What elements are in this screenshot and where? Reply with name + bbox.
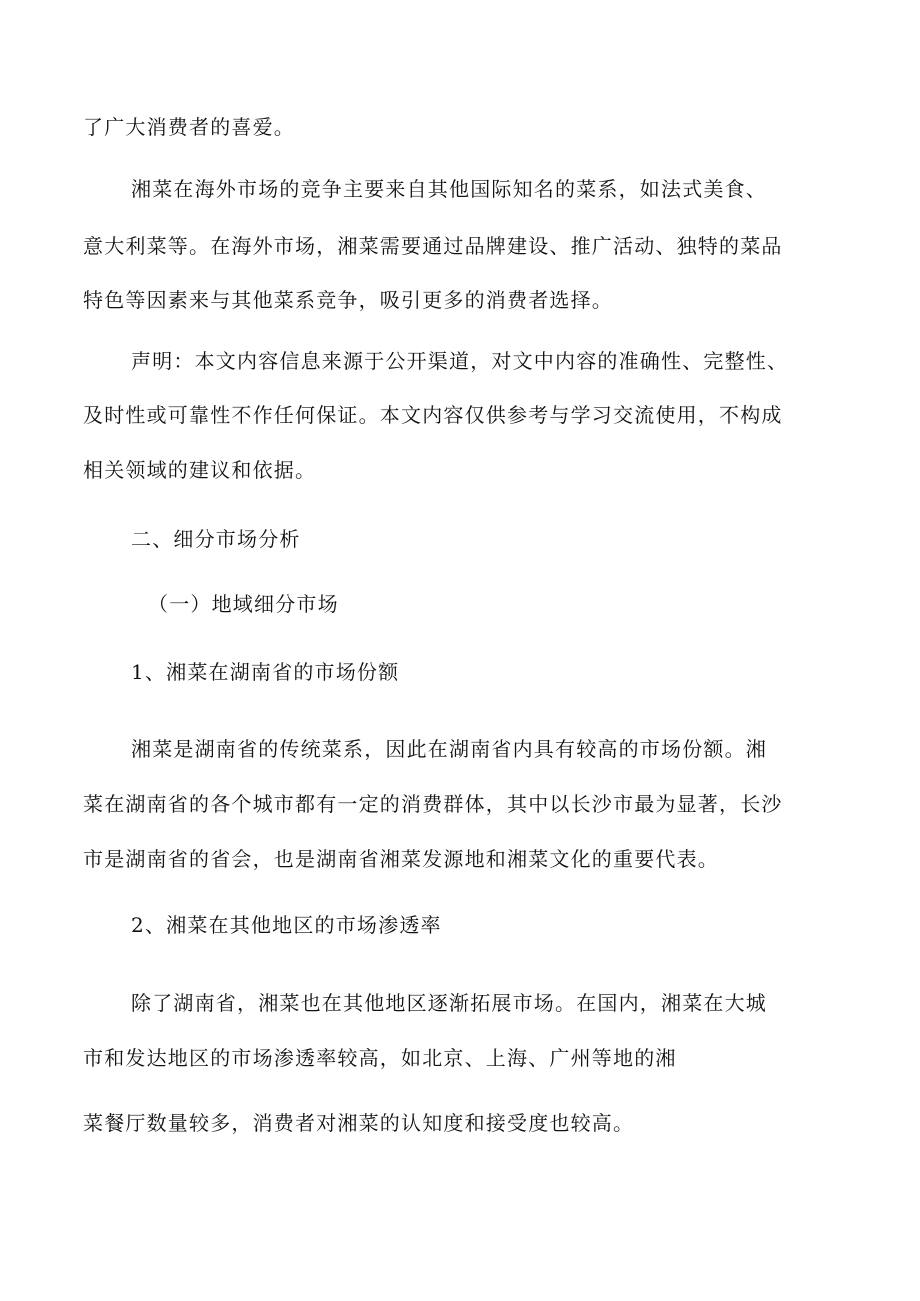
paragraph-line: 了广大消费者的喜爱。 [83, 115, 295, 139]
paragraph-line: 市是湖南省的省会，也是湖南省湘菜发源地和湘菜文化的重要代表。 [83, 847, 719, 871]
item-heading: 1、湘菜在湖南省的市场份额 [131, 660, 400, 684]
subsection-heading: （一）地域细分市场 [148, 592, 339, 616]
paragraph-line: 湘菜在海外市场的竞争主要来自其他国际知名的菜系，如法式美食、 [131, 177, 767, 201]
paragraph-line: 湘菜是湖南省的传统菜系，因此在湖南省内具有较高的市场份额。湘 [131, 737, 767, 761]
section-heading: 二、细分市场分析 [131, 527, 301, 551]
item-heading: 2、湘菜在其他地区的市场渗透率 [131, 913, 442, 937]
paragraph-line: 特色等因素来与其他菜系竞争，吸引更多的消费者选择。 [83, 288, 613, 312]
paragraph-line: 除了湖南省，湘菜也在其他地区逐渐拓展市场。在国内，湘菜在大城 [131, 991, 767, 1015]
paragraph-line: 菜在湖南省的各个城市都有一定的消费群体，其中以长沙市最为显著，长沙 [83, 792, 783, 816]
paragraph-line: 菜餐厅数量较多，消费者对湘菜的认知度和接受度也较高。 [83, 1111, 635, 1135]
paragraph-line: 意大利菜等。在海外市场，湘菜需要通过品牌建设、推广活动、独特的菜品 [83, 234, 783, 258]
disclaimer-line: 及时性或可靠性不作任何保证。本文内容仅供参考与学习交流使用，不构成 [83, 403, 783, 427]
disclaimer-line: 声明：本文内容信息来源于公开渠道，对文中内容的准确性、完整性、 [131, 349, 789, 373]
disclaimer-line: 相关领域的建议和依据。 [83, 458, 317, 482]
paragraph-line: 市和发达地区的市场渗透率较高，如北京、上海、广州等地的湘 [83, 1046, 677, 1070]
